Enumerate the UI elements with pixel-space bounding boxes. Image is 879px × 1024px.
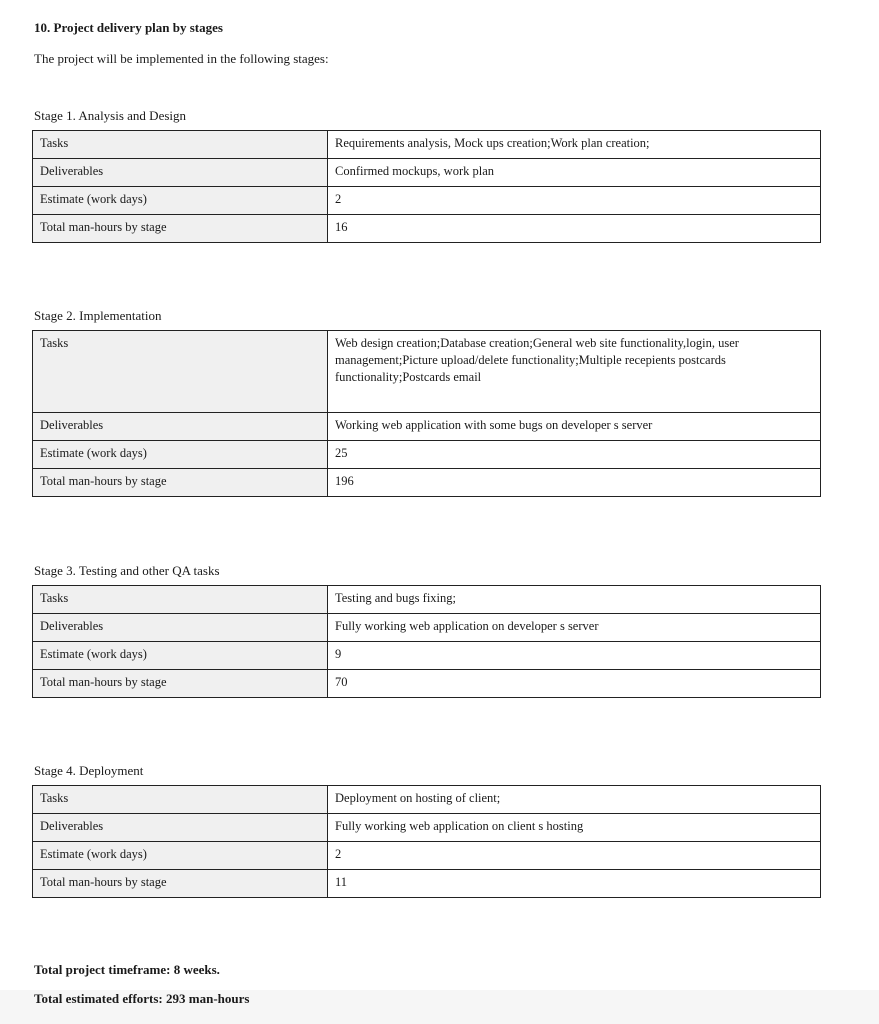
row-value: 2: [328, 187, 821, 215]
row-label: Deliverables: [33, 614, 328, 642]
table-row: [33, 842, 821, 870]
row-value: 16: [328, 215, 821, 243]
row-label: Estimate (work days): [33, 187, 328, 215]
row-label: Estimate (work days): [33, 642, 328, 670]
stage-3-table: [32, 585, 821, 698]
row-label: Deliverables: [33, 159, 328, 187]
row-label: Total man-hours by stage: [33, 870, 328, 898]
stage-2-table: [32, 330, 821, 497]
row-label: Estimate (work days): [33, 441, 328, 469]
row-value: Requirements analysis, Mock ups creation;Work plan creation;: [328, 131, 821, 159]
row-label: Total man-hours by stage: [33, 670, 328, 698]
row-value: 11: [328, 870, 821, 898]
table-row: [33, 670, 821, 698]
table-row: [33, 413, 821, 441]
table-row: [33, 786, 821, 814]
row-label: Deliverables: [33, 814, 328, 842]
row-label: Tasks: [33, 331, 328, 413]
table-row: [33, 614, 821, 642]
row-value: 196: [328, 469, 821, 497]
stage-1-title: Stage 1. Analysis and Design: [34, 108, 187, 123]
row-label: Total man-hours by stage: [33, 215, 328, 243]
table-row: [33, 187, 821, 215]
row-label: Tasks: [33, 131, 328, 159]
row-value: Confirmed mockups, work plan: [328, 159, 821, 187]
row-value: Deployment on hosting of client;: [328, 786, 821, 814]
section-heading: 10. Project delivery plan by stages: [34, 20, 223, 35]
row-value: Fully working web application on developer s server: [328, 614, 821, 642]
row-label: Estimate (work days): [33, 842, 328, 870]
table-row: [33, 814, 821, 842]
row-value: 70: [328, 670, 821, 698]
table-row: [33, 159, 821, 187]
table-row: [33, 215, 821, 243]
row-value: Web design creation;Database creation;General web site functionality,login, user management;Picture upload/delete functionality;Multiple recepients postcards functionality;Postcards email: [328, 331, 821, 413]
stage-4-title: Stage 4. Deployment: [34, 763, 144, 778]
total-timeframe: Total project timeframe: 8 weeks.: [34, 962, 220, 977]
row-label: Tasks: [33, 586, 328, 614]
table-row: [33, 586, 821, 614]
table-row: [33, 331, 821, 413]
row-label: Total man-hours by stage: [33, 469, 328, 497]
stage-3-title: Stage 3. Testing and other QA tasks: [34, 563, 220, 578]
row-value: Testing and bugs fixing;: [328, 586, 821, 614]
stage-4-table: [32, 785, 821, 898]
stage-2-title: Stage 2. Implementation: [34, 308, 162, 323]
table-row: [33, 870, 821, 898]
table-row: [33, 469, 821, 497]
row-value: Working web application with some bugs on developer s server: [328, 413, 821, 441]
total-efforts: Total estimated efforts: 293 man-hours: [34, 991, 250, 1006]
row-value: Fully working web application on client s hosting: [328, 814, 821, 842]
row-value: 25: [328, 441, 821, 469]
row-value: 9: [328, 642, 821, 670]
intro-text: The project will be implemented in the following stages:: [34, 51, 329, 66]
row-value: 2: [328, 842, 821, 870]
row-label: Deliverables: [33, 413, 328, 441]
table-row: [33, 441, 821, 469]
stage-1-table: [32, 130, 821, 243]
table-row: [33, 642, 821, 670]
row-label: Tasks: [33, 786, 328, 814]
table-row: [33, 131, 821, 159]
